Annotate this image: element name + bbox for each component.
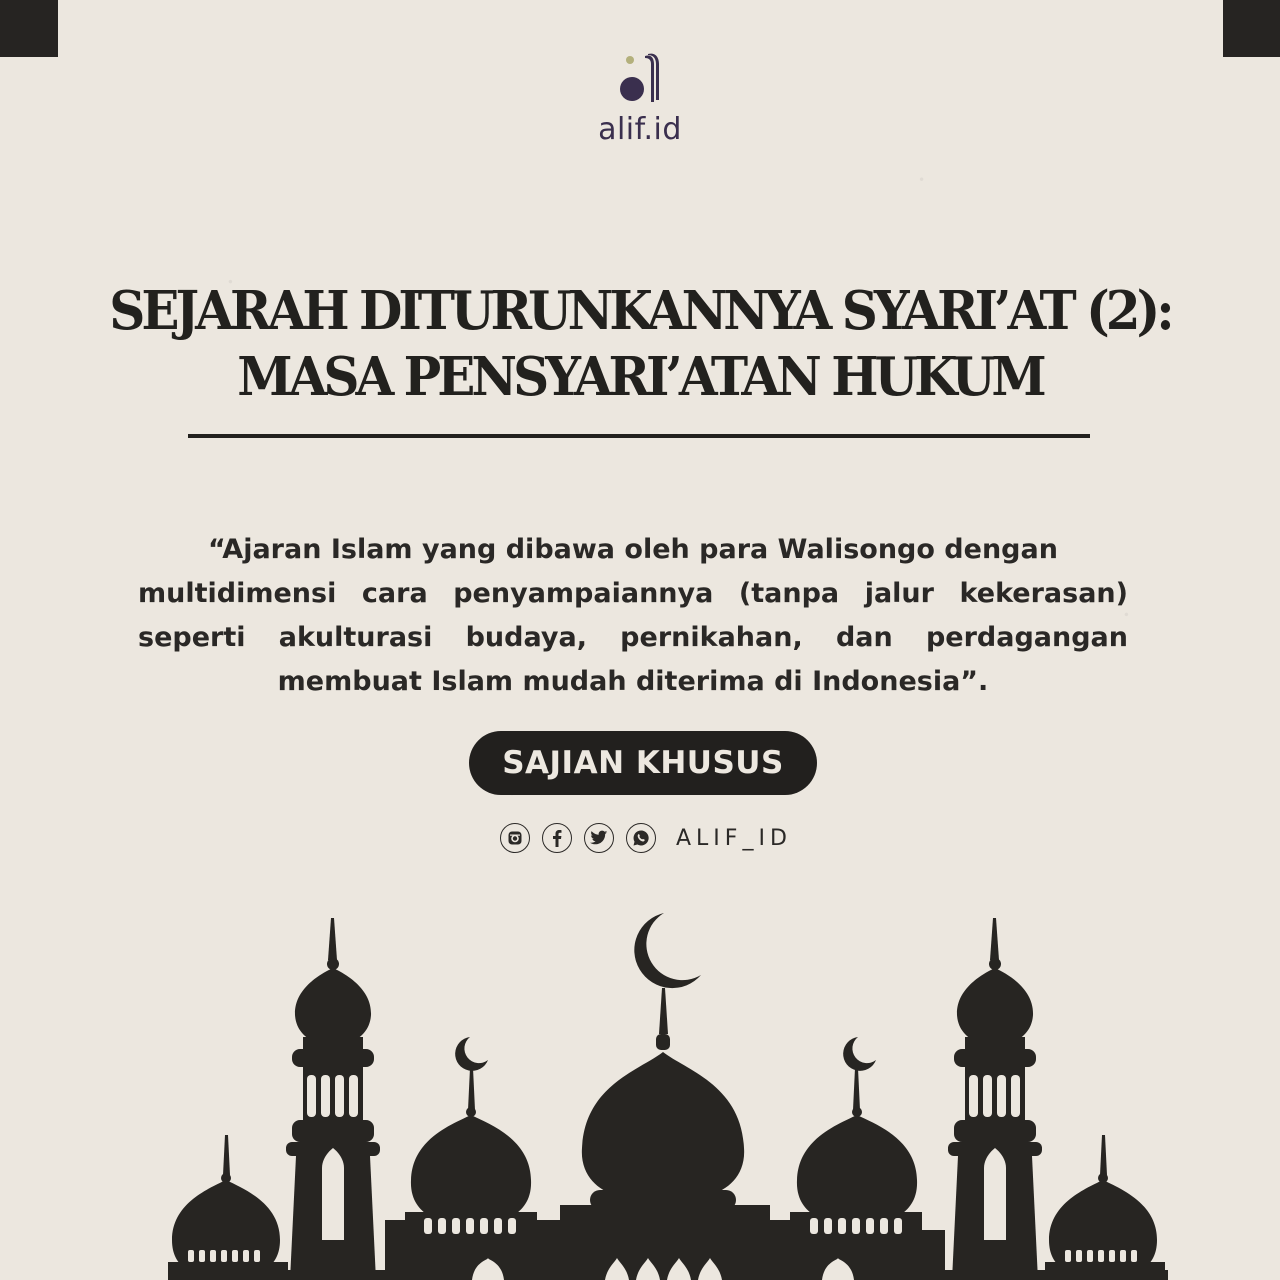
category-badge: [469, 731, 817, 795]
title-divider: [188, 434, 1090, 438]
brand-name: alif.id: [598, 112, 682, 147]
page-title: [100, 278, 1180, 409]
brand-logo: [560, 52, 720, 147]
quote-block: [138, 528, 1128, 704]
quote-line-3: seperti akulturasi budaya, pernikahan, dan perdagangan: [138, 622, 1128, 653]
title-line-2: MASA PENSYARI’ATAN HUKUM: [237, 345, 1043, 408]
instagram-icon[interactable]: [500, 823, 530, 853]
title-line-1: SEJARAH DITURUNKANNYA SYARI’AT (2):: [109, 279, 1171, 342]
whatsapp-icon[interactable]: [626, 823, 656, 853]
facebook-icon[interactable]: [542, 823, 572, 853]
social-links: [500, 821, 792, 855]
corner-block-right: [1223, 0, 1280, 57]
quote-line-2: multidimensi cara penyampaiannya (tanpa jalur kekerasan): [138, 578, 1128, 609]
social-handle: ALIF_ID: [676, 825, 792, 851]
alif-logo-icon: [618, 52, 662, 104]
crescent-moon-icon: [843, 1037, 876, 1071]
mosque-silhouette-icon: [0, 900, 1280, 1280]
corner-block-left: [0, 0, 58, 57]
quote-line-1: “Ajaran Islam yang dibawa oleh para Walisongo dengan: [208, 534, 1058, 565]
crescent-moon-icon: [634, 913, 701, 988]
twitter-icon[interactable]: [584, 823, 614, 853]
quote-line-4: membuat Islam mudah diterima di Indonesia”.: [277, 666, 989, 697]
badge-label: SAJIAN KHUSUS: [502, 745, 784, 781]
crescent-moon-icon: [455, 1037, 488, 1071]
